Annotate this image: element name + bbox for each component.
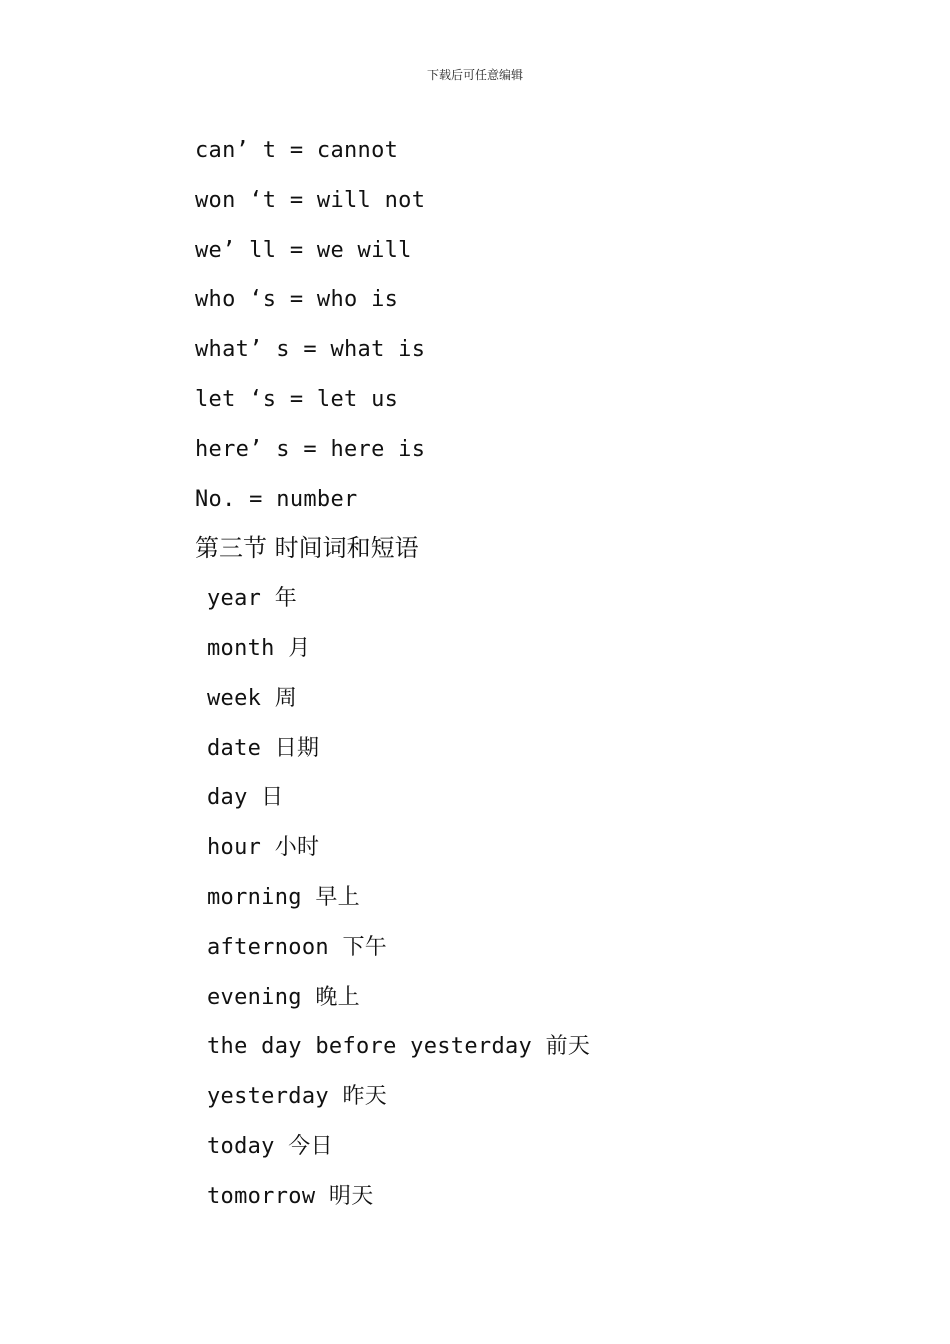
contraction-line: we’ ll = we will bbox=[195, 237, 412, 263]
vocab-item: the day before yesterday 前天 bbox=[207, 1034, 591, 1060]
vocab-item: evening 晚上 bbox=[207, 984, 360, 1010]
vocab-item: afternoon 下午 bbox=[207, 934, 388, 960]
page-header: 下载后可任意编辑 bbox=[426, 68, 523, 82]
vocab-item: year 年 bbox=[207, 586, 298, 612]
contraction-line: what’ s = what is bbox=[195, 337, 426, 363]
document-body bbox=[195, 126, 895, 1222]
vocab-item: day 日 bbox=[207, 785, 284, 811]
vocab-item: yesterday 昨天 bbox=[207, 1084, 388, 1110]
contraction-line: here’ s = here is bbox=[195, 436, 426, 462]
vocab-item: hour 小时 bbox=[207, 835, 320, 861]
contraction-line: let ‘s = let us bbox=[195, 386, 399, 412]
vocab-item: tomorrow 明天 bbox=[207, 1183, 374, 1209]
vocab-item: today 今日 bbox=[207, 1133, 333, 1159]
contraction-line: won ‘t = will not bbox=[195, 187, 426, 213]
vocab-item: date 日期 bbox=[207, 735, 320, 761]
section-heading: 第三节 时间词和短语 bbox=[195, 534, 419, 563]
vocab-item: morning 早上 bbox=[207, 884, 360, 910]
vocab-item: month 月 bbox=[207, 635, 311, 661]
vocab-item: week 周 bbox=[207, 685, 298, 711]
contraction-line: No. = number bbox=[195, 486, 358, 512]
contraction-line: can’ t = cannot bbox=[195, 138, 399, 163]
contraction-line: who ‘s = who is bbox=[195, 287, 399, 313]
